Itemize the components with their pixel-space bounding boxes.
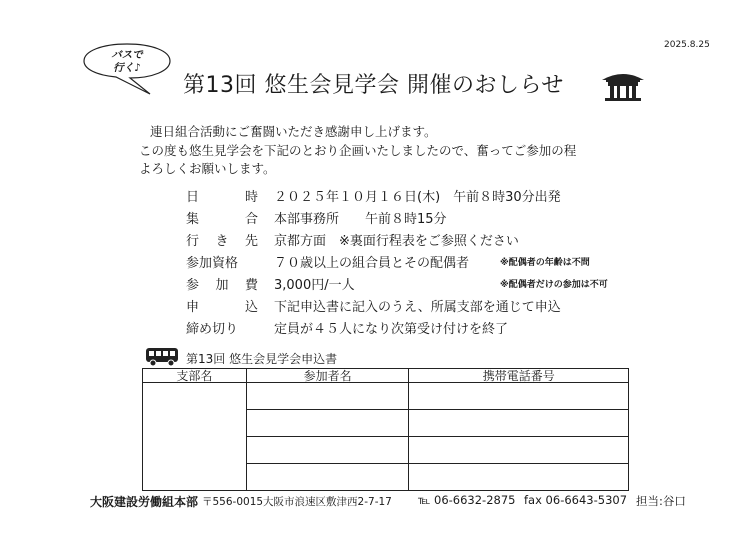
intro-line-1: 連日組合活動にご奮闘いただき感謝申し上げます。 (150, 124, 437, 139)
detail-label-part: 締め切り (186, 322, 239, 337)
participant-name-input[interactable] (246, 437, 409, 464)
footer-fax: fax 06-6643-5307 (524, 493, 628, 507)
detail-label (186, 230, 258, 249)
detail-label-part: 時 (244, 190, 258, 205)
detail-label (186, 208, 258, 227)
form-row (143, 383, 629, 410)
detail-note: ※配偶者だけの参加は不可 (500, 280, 608, 290)
detail-value: 京都方面 ※裏面行程表をご参照ください (274, 234, 519, 249)
footer-address: 〒556-0015大阪市浪速区敷津西2-7-17 (202, 496, 392, 508)
detail-label-part: 込 (244, 300, 258, 315)
page-title: 第13回 悠生会見学会 開催のおしらせ (183, 73, 564, 98)
speech-bubble (80, 42, 174, 100)
detail-note: ※配偶者の年齢は不問 (500, 258, 590, 268)
temple-icon (600, 68, 646, 106)
mobile-number-input[interactable] (409, 383, 629, 410)
detail-label (186, 274, 258, 293)
detail-label-part: き (215, 234, 229, 249)
bubble-line-1: バスで (111, 49, 143, 61)
header-branch-name: 支部名 (143, 369, 247, 383)
mobile-number-input[interactable] (409, 464, 629, 491)
detail-label-part: 日 (186, 190, 200, 205)
date: 2025.8.25 (664, 40, 710, 50)
detail-label (186, 252, 258, 271)
participant-name-input[interactable] (246, 464, 409, 491)
detail-value: ７０歳以上の組合員とその配偶者 (274, 256, 470, 271)
application-form-table (142, 368, 629, 491)
form-title: 第13回 悠生会見学会申込書 (186, 352, 338, 366)
header-participant-name: 参加者名 (246, 369, 409, 383)
detail-label (186, 296, 258, 315)
detail-label-part: 集 (186, 212, 200, 227)
branch-name-input[interactable] (143, 383, 247, 491)
detail-label (186, 318, 258, 337)
detail-value: 下記申込書に記入のうえ、所属支部を通じて申込 (274, 300, 561, 315)
mobile-number-input[interactable] (409, 437, 629, 464)
intro-line-3: よろしくお願いします。 (139, 161, 276, 176)
detail-value: ２０２５年１０月１６日(木) 午前８時30分出発 (274, 190, 561, 205)
detail-label-part: 合 (244, 212, 258, 227)
footer-tel: ℡ 06-6632-2875 (418, 493, 516, 507)
participant-name-input[interactable] (246, 383, 409, 410)
mobile-number-input[interactable] (409, 410, 629, 437)
detail-value: 本部事務所 午前８時15分 (274, 212, 447, 227)
header-mobile-number: 携帯電話番号 (409, 369, 629, 383)
participant-name-input[interactable] (246, 410, 409, 437)
footer-organization: 大阪建設労働組本部 (90, 495, 199, 509)
detail-label-part: 行 (186, 234, 200, 249)
detail-value: 3,000円/一人 (274, 278, 355, 293)
intro-line-2: この度も悠生見学会を下記のとおり企画いたしましたので、奮ってご参加の程 (139, 143, 577, 158)
footer-contact: 担当:谷口 (636, 494, 686, 508)
detail-label-part: 参加資格 (186, 256, 239, 271)
detail-label-part: 先 (244, 234, 258, 249)
bubble-line-2: 行く♪ (113, 62, 141, 74)
detail-label (186, 186, 258, 205)
detail-value: 定員が４５人になり次第受け付けを終了 (274, 322, 509, 337)
detail-label-part: 参 (186, 278, 200, 293)
detail-label-part: 費 (244, 278, 258, 293)
detail-label-part: 申 (186, 300, 200, 315)
detail-label-part: 加 (215, 278, 229, 293)
